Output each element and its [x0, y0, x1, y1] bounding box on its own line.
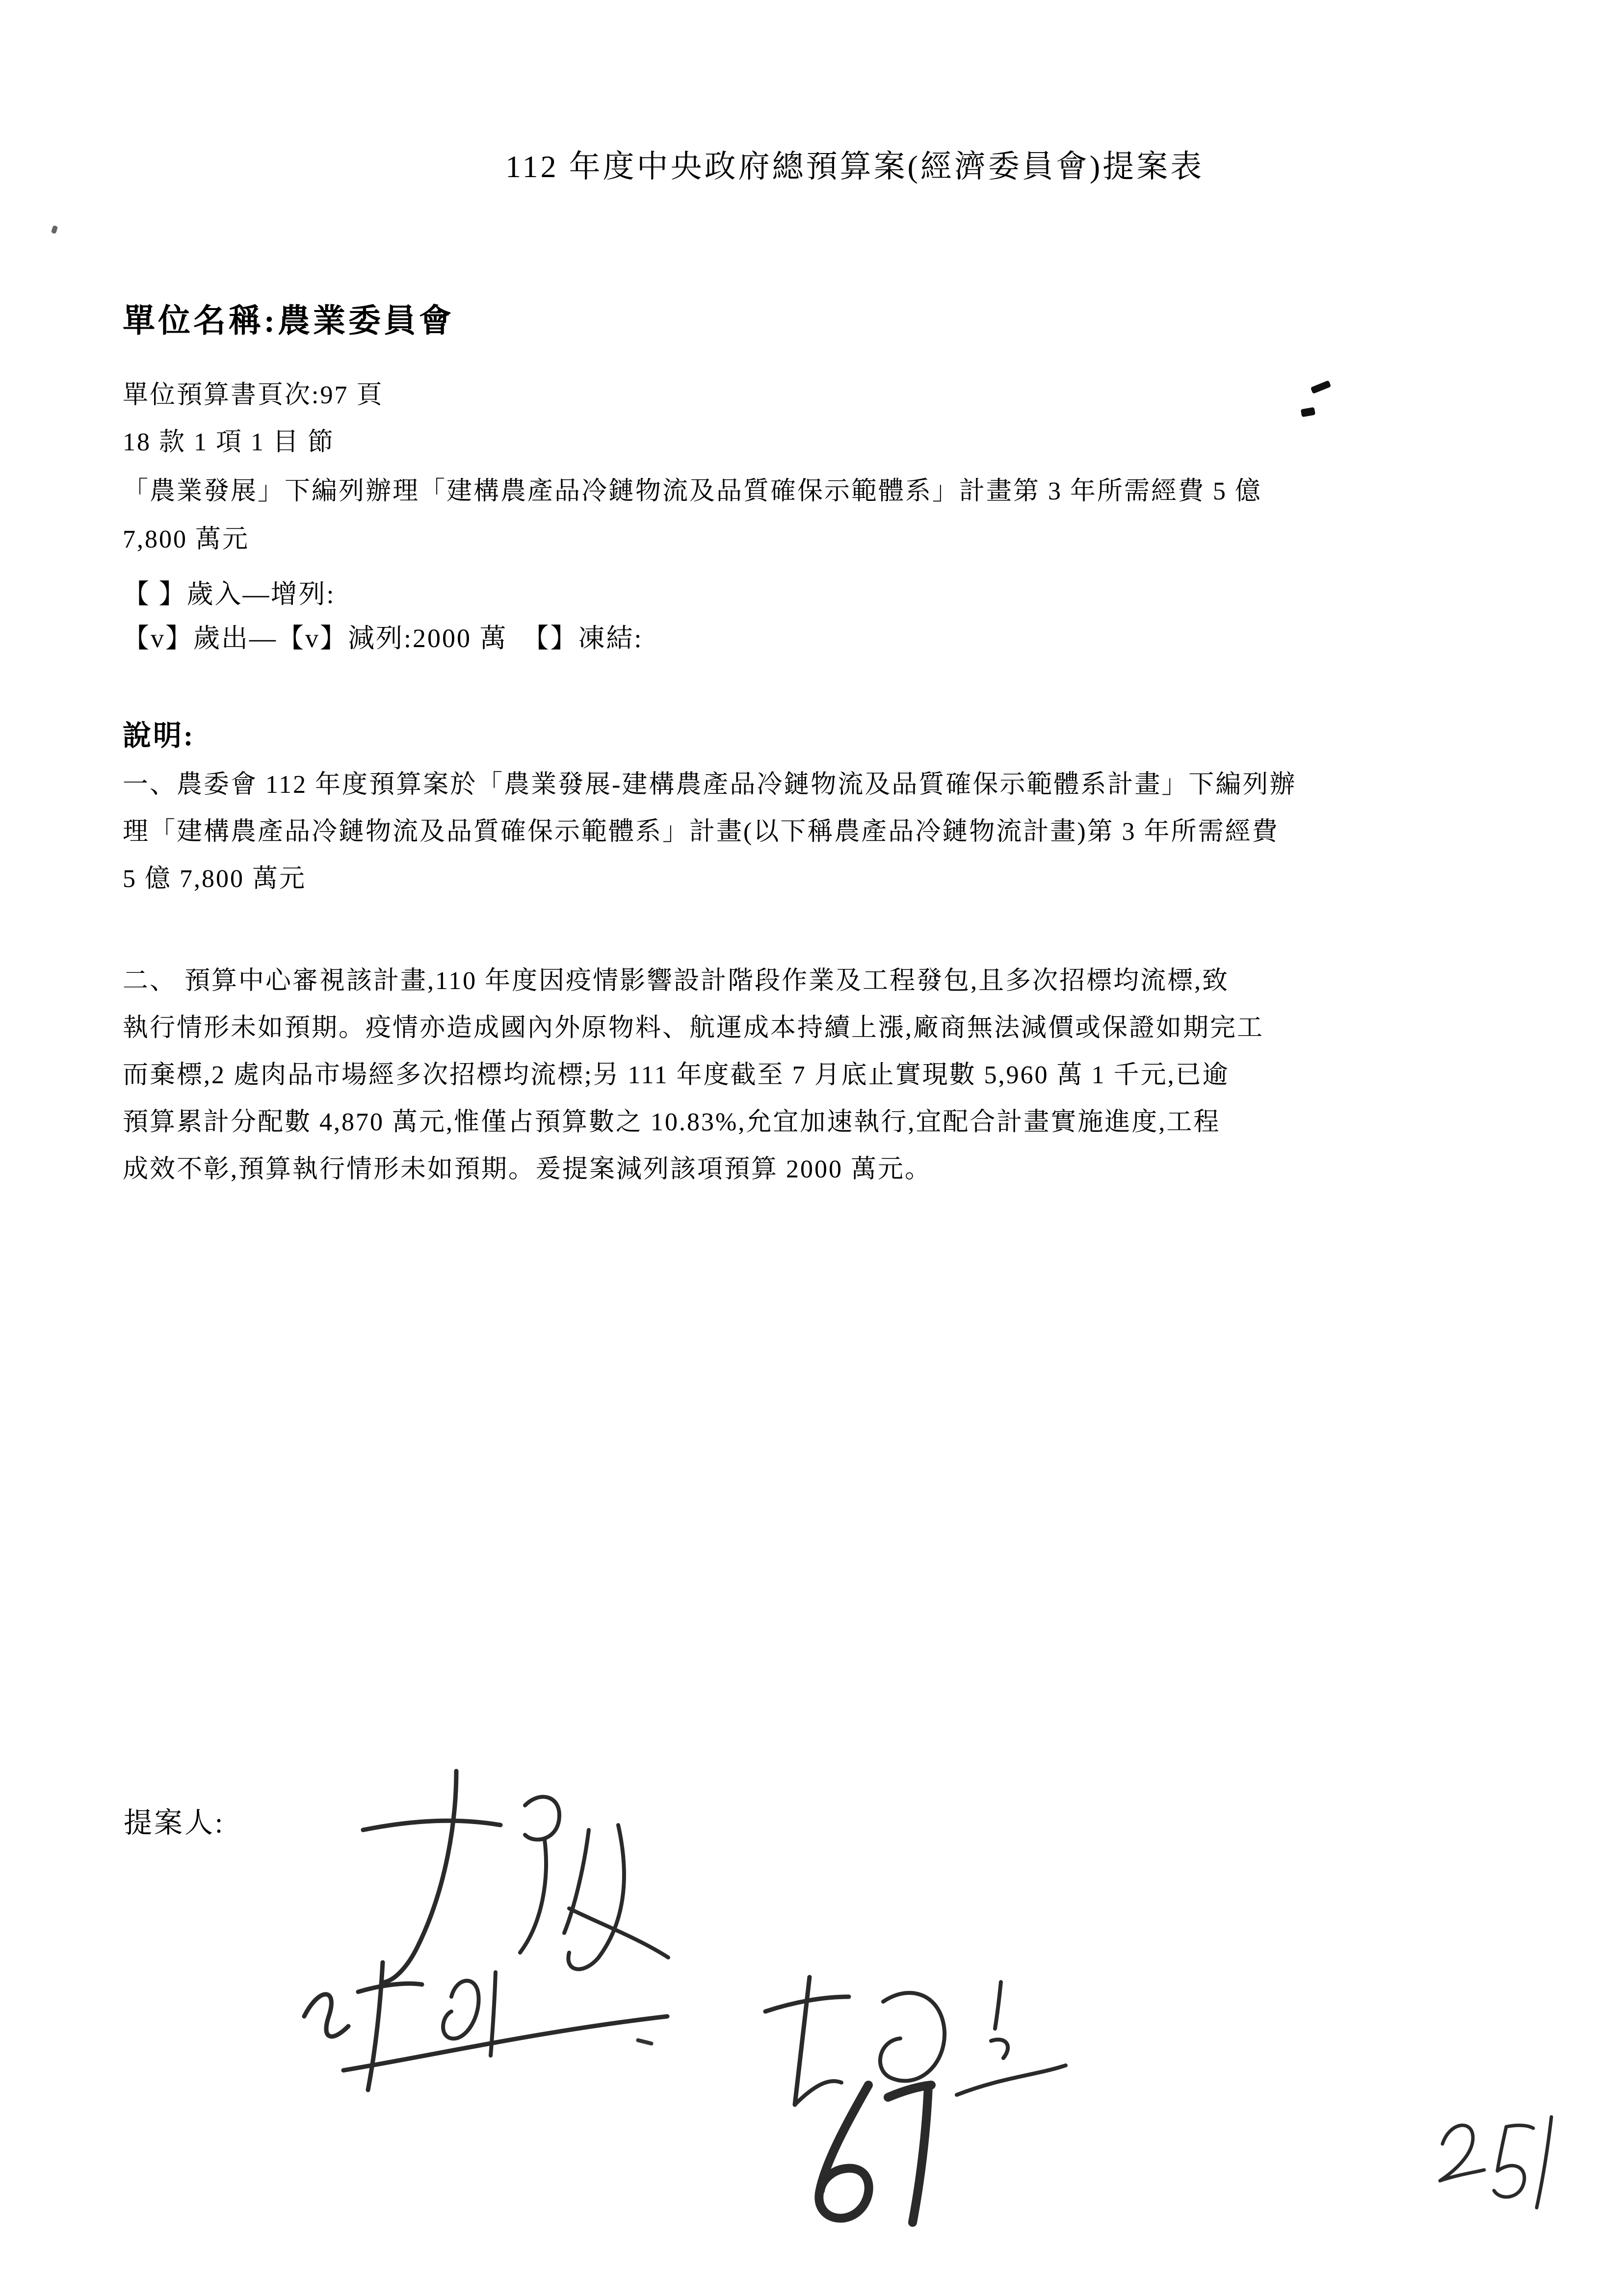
explanation-paragraph2-line: 預算累計分配數 4,870 萬元,惟僅占預算數之 10.83%,允宜加速執行,宜配合計畫實施進度,工程 [123, 1108, 1221, 1136]
revenue-option-line: 【 】歲入—增列: [123, 579, 336, 609]
ink-speck [1301, 407, 1315, 417]
handwritten-page-number-251 [1423, 2105, 1570, 2213]
expenditure-option-line: 【v】歲出—【v】減列:2000 萬 【】凍結: [123, 624, 643, 653]
handwritten-page-number-251-strokes [1423, 2105, 1570, 2213]
handwritten-number-67-strokes [795, 2075, 942, 2232]
explanation-paragraph1-line: 5 億 7,800 萬元 [123, 865, 307, 893]
unit-name-heading: 單位名稱:農業委員會 [123, 303, 454, 339]
explanation-paragraph1-line: 理「建構農產品冷鏈物流及品質確保示範體系」計畫(以下稱農產品冷鏈物流計畫)第 3 年所需經費 [123, 818, 1279, 846]
subject-line: 「農業發展」下編列辦理「建構農產品冷鏈物流及品質確保示範體系」計畫第 3 年所需經費 5 億 [123, 477, 1262, 505]
subject-line: 7,800 萬元 [123, 525, 250, 553]
signature-2 [285, 1943, 677, 2119]
page-title: 112 年度中央政府總預算案(經濟委員會)提案表 [505, 149, 1205, 184]
explanation-paragraph2-line: 而棄標,2 處肉品市場經多次招標均流標;另 111 年度截至 7 月底止實現數 5,960 萬 1 千元,已逾 [123, 1061, 1230, 1089]
explanation-paragraph2-line: 成效不彰,預算執行情形未如預期。爰提案減列該項預算 2000 萬元。 [123, 1155, 932, 1183]
explanation-paragraph2-line: 執行情形未如預期。疫情亦造成國內外原物料、航運成本持續上漲,廠商無法減價或保證如期完工 [123, 1014, 1264, 1042]
handwritten-number-67 [795, 2075, 942, 2232]
ink-speck [1310, 380, 1331, 394]
explanation-paragraph2-line: 二、 預算中心審視該計畫,110 年度因疫情影響設計階段作業及工程發包,且多次招標均流標,致 [123, 967, 1230, 995]
signature-2-strokes [285, 1943, 677, 2119]
explanation-heading: 說明: [123, 720, 195, 752]
explanation-paragraph1-line: 一、農委會 112 年度預算案於「農業發展-建構農產品冷鏈物流及品質確保示範體系計畫」下編列辦 [123, 771, 1297, 799]
ink-speck [51, 225, 58, 234]
item-section-line: 18 款 1 項 1 目 節 [123, 428, 335, 456]
budget-book-page-line: 單位預算書頁次:97 頁 [123, 381, 384, 409]
proposer-label: 提案人: [124, 1807, 225, 1839]
